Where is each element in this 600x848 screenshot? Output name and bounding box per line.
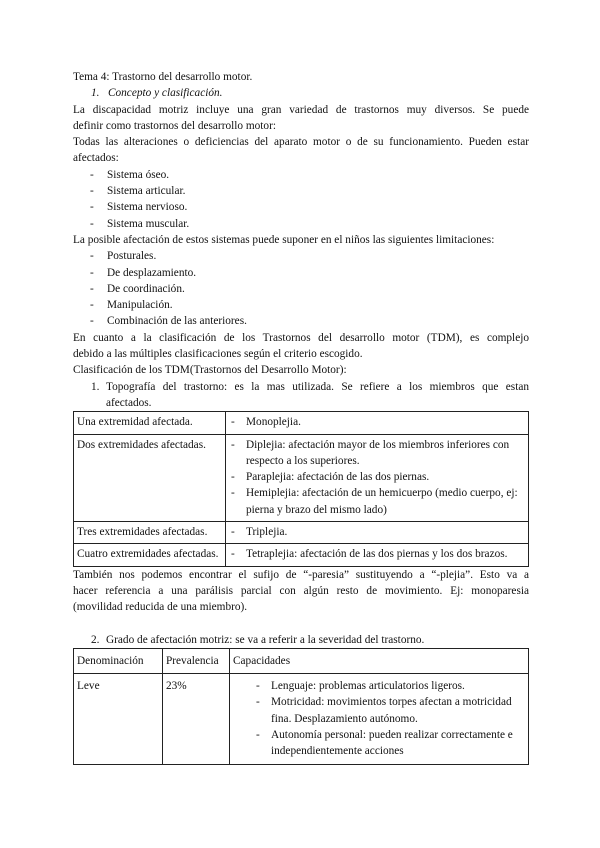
paresia-paragraph-line: (movilidad reducida de una miembro).	[73, 601, 248, 614]
classification-heading: Clasificación de los TDM(Trastornos del Desarrollo Motor):	[73, 364, 347, 377]
numbered-item-topography	[73, 379, 529, 412]
paresia-paragraph-line: También nos podemos encontrar el sufijo de “-paresia” sustituyendo a “-plejia”. Esto va a	[73, 568, 529, 581]
item-text-line: afectados.	[106, 396, 152, 409]
list-item: - Triplejia.	[229, 524, 525, 540]
column-header: Capacidades	[230, 648, 529, 673]
limitations-list	[73, 248, 529, 329]
column-header: Denominación	[74, 648, 163, 673]
list-item: - Lenguaje: problemas articulatorios ligeros.	[233, 678, 525, 694]
severity-table	[73, 648, 529, 765]
list-item: - Sistema nervioso.	[73, 199, 529, 215]
definition-paragraph-line: afectados:	[73, 152, 119, 165]
list-item: - Sistema óseo.	[73, 167, 529, 183]
systems-list	[73, 167, 529, 232]
table-header-row	[74, 648, 529, 673]
list-item: - Manipulación.	[73, 297, 529, 313]
list-item: - Posturales.	[73, 248, 529, 264]
document-body	[73, 69, 529, 765]
definition-paragraph-line: Todas las alteraciones o deficiencias del aparato motor o de su funcionamiento. Pueden estar	[73, 136, 529, 149]
table-cell-label: Una extremidad afectada.	[74, 412, 226, 434]
column-header: Prevalencia	[163, 648, 230, 673]
table-cell-items	[226, 412, 529, 434]
numbered-item-severity	[73, 632, 529, 648]
item-number: 2.	[91, 633, 100, 646]
table-cell-label: Tres extremidades afectadas.	[74, 522, 226, 544]
table-row	[74, 674, 529, 764]
table-cell-items	[226, 544, 529, 566]
list-item: - Sistema muscular.	[73, 216, 529, 232]
table-cell-name: Leve	[74, 674, 163, 764]
section-title: Concepto y clasificación.	[107, 87, 223, 100]
list-item: - Autonomía personal: pueden realizar correctamente e independientemente acciones	[233, 727, 525, 760]
table-row	[74, 522, 529, 544]
list-item: - Tetraplejia: afectación de las dos piernas y los dos brazos.	[229, 546, 525, 562]
list-item: - Sistema articular.	[73, 183, 529, 199]
item-number: 1.	[91, 380, 100, 393]
list-item: - Monoplejia.	[229, 414, 525, 430]
blank-line	[73, 616, 529, 632]
table-cell-items	[226, 434, 529, 521]
table-row	[74, 412, 529, 434]
table-cell-prevalence: 23%	[163, 674, 230, 764]
list-item: - Motricidad: movimientos torpes afectan a motricidad fina. Desplazamiento autónomo.	[233, 694, 525, 727]
table-cell-capacities	[230, 674, 529, 764]
limitations-intro: La posible afectación de estos sistemas puede suponer en el niños las siguientes limitaciones:	[73, 233, 495, 246]
paresia-paragraph-line: hacer referencia a una parálisis parcial con algún resto de movimiento. Ej: monoparesia	[73, 584, 529, 597]
table-cell-items	[226, 522, 529, 544]
list-item: - Diplejia: afectación mayor de los miembros inferiores con respecto a los superiores.	[229, 437, 525, 470]
item-text-line: Topografía del trastorno: es la mas utilizada. Se refiere a los miembros que estan	[106, 380, 529, 393]
item-text-line: Grado de afectación motriz: se va a referir a la severidad del trastorno.	[106, 633, 425, 646]
section-number: 1.	[91, 87, 100, 100]
document-title: Tema 4: Trastorno del desarrollo motor.	[73, 71, 253, 83]
intro-paragraph-line: definir como trastornos del desarrollo motor:	[73, 119, 276, 132]
list-item: - Hemiplejia: afectación de un hemicuerpo (medio cuerpo, ej: pierna y brazo del mismo lado)	[229, 485, 525, 518]
list-item: - De coordinación.	[73, 281, 529, 297]
table-cell-label: Cuatro extremidades afectadas.	[74, 544, 226, 566]
list-item: - Combinación de las anteriores.	[73, 313, 529, 329]
list-item: - Paraplejia: afectación de las dos piernas.	[229, 469, 525, 485]
table-row	[74, 434, 529, 521]
classification-paragraph-line: En cuanto a la clasificación de los Trastornos del desarrollo motor (TDM), es complejo	[73, 331, 529, 344]
table-row	[74, 544, 529, 566]
classification-paragraph-line: debido a las múltiples clasificaciones según el criterio escogido.	[73, 348, 363, 361]
section-heading	[73, 85, 529, 101]
intro-paragraph-line: La discapacidad motriz incluye una gran variedad de trastornos muy diversos. Se puede	[73, 103, 529, 116]
list-item: - De desplazamiento.	[73, 265, 529, 281]
table-cell-label: Dos extremidades afectadas.	[74, 434, 226, 521]
topography-table	[73, 411, 529, 566]
